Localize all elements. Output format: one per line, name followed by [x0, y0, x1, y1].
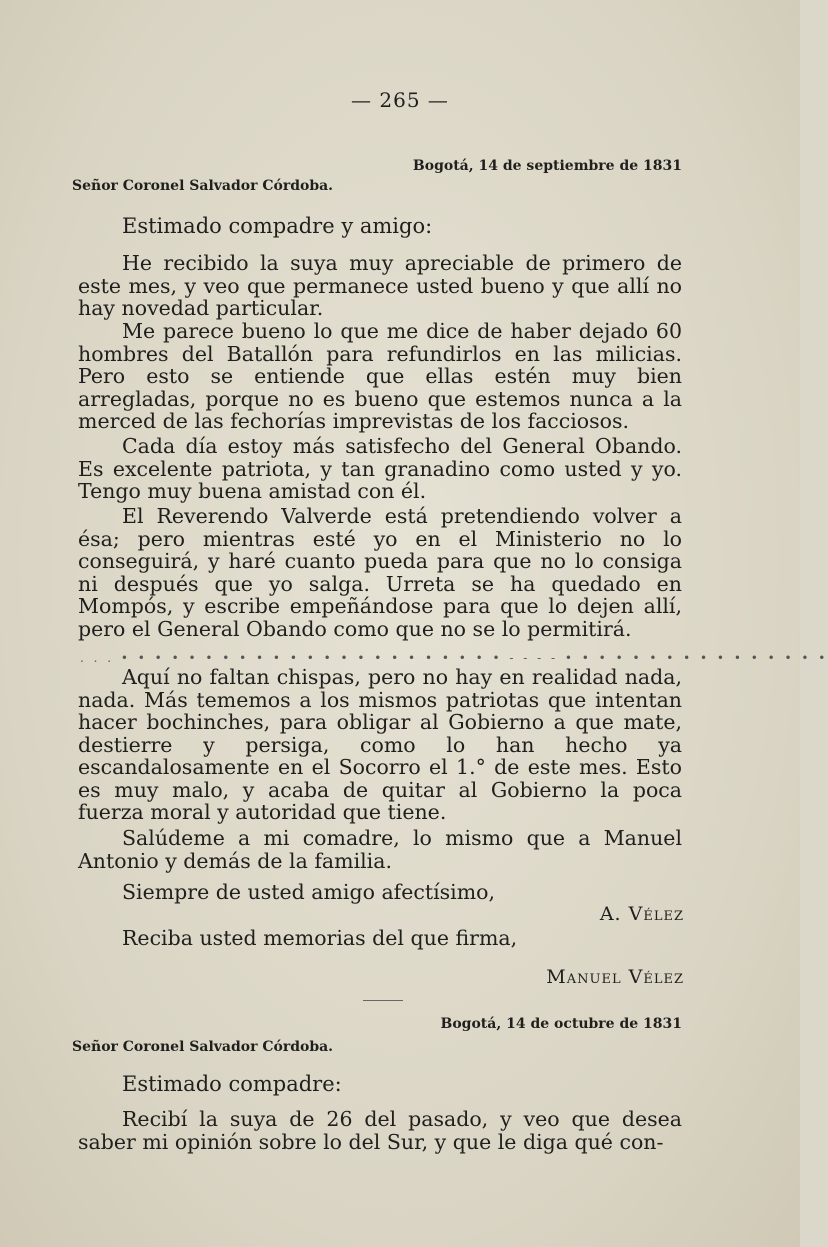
letter2-paragraph-1: Recibí la suya de 26 del pasado, y veo que desea saber mi opinión sobre lo del Sur, y que le diga qué con-	[78, 1107, 682, 1154]
letter1-paragraph-4: El Reverendo Valverde está pretendiendo volver a ésa; pero mientras esté yo en el Ministerio no lo conseguirá, y haré cuanto pueda para que no lo consiga ni después que yo salga. Urreta se ha quedado en Mompós, y escribe empeñándose para que lo dejen allí, pero el General Obando como que no se lo permitirá.	[78, 504, 682, 641]
letter-separator	[363, 1000, 403, 1001]
letter1-paragraph-2: Me parece bueno lo que me dice de haber dejado 60 hombres del Batallón para refundirlos en las milicias. Pero esto se entiende que ellas estén muy bien arregladas, porque no es bueno que estemos nunca a la merced de las fechorías imprevistas de los facciosos.	[78, 319, 682, 433]
page-number: — 265 —	[351, 88, 449, 112]
letter1-paragraph-5: Aquí no faltan chispas, pero no hay en realidad nada, nada. Más tememos a los mismos patriotas que intentan hacer bochinches, para obligar al Gobierno a que mate, destierre y persiga, como lo han hecho ya escandalosamente en el Socorro el 1.° de este mes. Esto es muy malo, y acaba de quitar al Gobierno la poca fuerza moral y autoridad que tiene.	[78, 665, 682, 824]
letter1-paragraph-6: Salúdeme a mi comadre, lo mismo que a Manuel Antonio y demás de la familia.	[78, 826, 682, 873]
letter1-postscript: Reciba usted memorias del que firma,	[122, 926, 518, 950]
letter1-postscript-signature: Manuel Vélez	[546, 966, 684, 988]
letter1-signature: A. Vélez	[599, 903, 684, 925]
letter1-paragraph-3: Cada día estoy más satisfecho del General Obando. Es excelente patriota, y tan granadino como usted y yo. Tengo muy buena amistad con él.	[78, 434, 682, 503]
letter1-addressee: Señor Coronel Salvador Córdoba.	[72, 178, 334, 194]
letter1-closing: Siempre de usted amigo afectísimo,	[122, 880, 496, 904]
letter1-paragraph-1: He recibido la suya muy apreciable de primero de este mes, y veo que permanece usted bueno y que allí no hay novedad particular.	[78, 251, 682, 320]
ellipsis-divider: . . . • • • • • • • • • • • • • • • • • • • • • • • - - - - • • • • • • • • • • • • • • • •	[80, 651, 828, 665]
letter2-dateline: Bogotá, 14 de octubre de 1831	[440, 1016, 682, 1032]
letter1-greeting: Estimado compadre y amigo:	[122, 214, 433, 238]
letter2-greeting: Estimado compadre:	[122, 1072, 342, 1096]
letter1-dateline: Bogotá, 14 de septiembre de 1831	[412, 158, 682, 174]
letter2-addressee: Señor Coronel Salvador Córdoba.	[72, 1039, 334, 1055]
